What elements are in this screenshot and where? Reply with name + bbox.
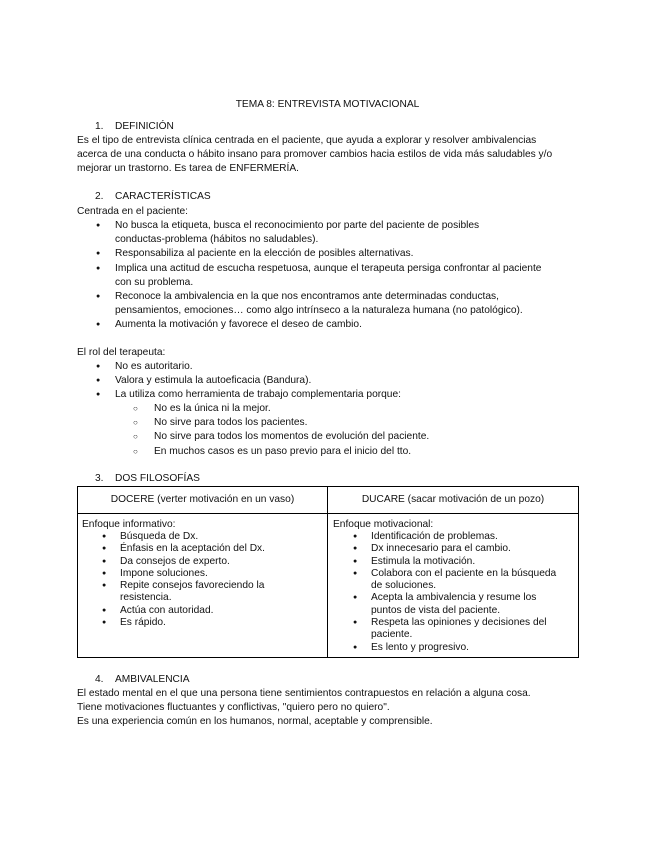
- section-4-heading: [95, 673, 190, 687]
- list-item: ● Valora y estimula la autoeficacia (Bandura).: [115, 374, 575, 388]
- patient-centered-intro: Centrada en el paciente:: [77, 206, 189, 217]
- therapist-role-list: [115, 360, 575, 403]
- section-4-title: AMBIVALENCIA: [115, 674, 190, 685]
- section-1-heading: [95, 120, 174, 134]
- list-item: ● No es autoritario.: [115, 360, 575, 374]
- list-item: ● Actúa con autoridad.: [82, 605, 322, 617]
- paragraph-line: Es el tipo de entrevista clínica centrada en el paciente, que ayuda a explorar y resolver ambivalencias: [77, 135, 537, 146]
- section-3-heading: [95, 472, 200, 486]
- sub-list-item: ○ No es la única ni la mejor.: [154, 402, 574, 416]
- list-item: ● Da consejos de experto.: [82, 556, 322, 568]
- list-item: ● Aumenta la motivación y favorece el deseo de cambio.: [115, 318, 575, 332]
- therapist-role-intro: El rol del terapeuta:: [77, 347, 166, 358]
- sub-list-item: ○ No sirve para todos los pacientes.: [154, 416, 574, 430]
- docere-header: DOCERE (verter motivación en un vaso): [110, 494, 295, 505]
- sub-list-item: ○ No sirve para todos los momentos de evolución del paciente.: [154, 430, 574, 444]
- list-item: ● La utiliza como herramienta de trabajo complementaria porque:: [115, 388, 575, 402]
- ambivalence-paragraph: [77, 687, 577, 730]
- list-item: ● No busca la etiqueta, busca el reconocimiento por parte del paciente de posibles conductas-problema (hábitos no saludables).: [115, 219, 575, 247]
- list-item: ● Dx innecesario para el cambio.: [333, 543, 575, 555]
- section-2-title: CARACTERÍSTICAS: [115, 191, 211, 202]
- paragraph-line: acerca de una conducta o hábito insano para promover cambios hacia estilos de vida más saludables y/o: [77, 149, 553, 161]
- philosophies-table: [77, 486, 579, 658]
- list-item: ● Es rápido.: [82, 617, 322, 629]
- list-item: ● Énfasis en la aceptación del Dx.: [82, 543, 322, 555]
- list-item: ● Implica una actitud de escucha respetuosa, aunque el terapeuta persiga confrontar al paciente con su problema.: [115, 262, 575, 290]
- list-item: ● Repite consejos favoreciendo la resistencia.: [82, 580, 322, 605]
- section-4-number: 4.: [95, 674, 104, 685]
- table-header-divider: [78, 513, 578, 514]
- list-item: ● Búsqueda de Dx.: [82, 531, 322, 543]
- section-3-number: 3.: [95, 473, 104, 484]
- list-item: ● Identificación de problemas.: [333, 531, 575, 543]
- docere-list: [82, 531, 322, 629]
- section-2-heading: [95, 190, 211, 204]
- list-item: ● Reconoce la ambivalencia en la que nos encontramos ante determinadas conductas, pensamientos, emociones… como algo intrínseco a la naturaleza humana (no patológico).: [115, 290, 575, 318]
- docere-intro: Enfoque informativo:: [82, 519, 176, 530]
- paragraph-line: Es una experiencia común en los humanos, normal, aceptable y comprensible.: [77, 716, 433, 728]
- section-3-title: DOS FILOSOFÍAS: [115, 473, 200, 484]
- paragraph-line: El estado mental en el que una persona tiene sentimientos contrapuestos en relación a alguna cosa.: [77, 688, 531, 699]
- list-item: ● Impone soluciones.: [82, 568, 322, 580]
- definition-paragraph: [77, 134, 577, 177]
- section-1-number: 1.: [95, 121, 104, 132]
- complementary-tool-reasons-list: [154, 402, 574, 459]
- list-item: ● Respeta las opiniones y decisiones del paciente.: [333, 617, 575, 642]
- ducare-list: [333, 531, 575, 654]
- ducare-cell: [333, 518, 575, 654]
- list-item: ● Colabora con el paciente en la búsqueda de soluciones.: [333, 568, 575, 593]
- ducare-intro: Enfoque motivacional:: [333, 519, 434, 530]
- sub-list-item: ○ En muchos casos es un paso previo para el inicio del tto.: [154, 445, 574, 459]
- list-item: ● Estimula la motivación.: [333, 556, 575, 568]
- paragraph-line: mejorar un trastorno. Es tarea de ENFERMERÍA.: [77, 163, 299, 175]
- paragraph-line: Tiene motivaciones fluctuantes y conflictivas, "quiero pero no quiero".: [77, 702, 390, 714]
- list-item: ● Es lento y progresivo.: [333, 642, 575, 654]
- characteristics-list: [115, 219, 575, 333]
- section-2-number: 2.: [95, 191, 104, 202]
- docere-cell: [82, 518, 322, 629]
- document-title: TEMA 8: ENTREVISTA MOTIVACIONAL: [235, 99, 420, 110]
- list-item: ● Acepta la ambivalencia y resume los puntos de vista del paciente.: [333, 592, 575, 617]
- section-1-title: DEFINICIÓN: [115, 121, 174, 132]
- ducare-header: DUCARE (sacar motivación de un pozo): [361, 494, 545, 505]
- list-item: ● Responsabiliza al paciente en la elección de posibles alternativas.: [115, 247, 575, 261]
